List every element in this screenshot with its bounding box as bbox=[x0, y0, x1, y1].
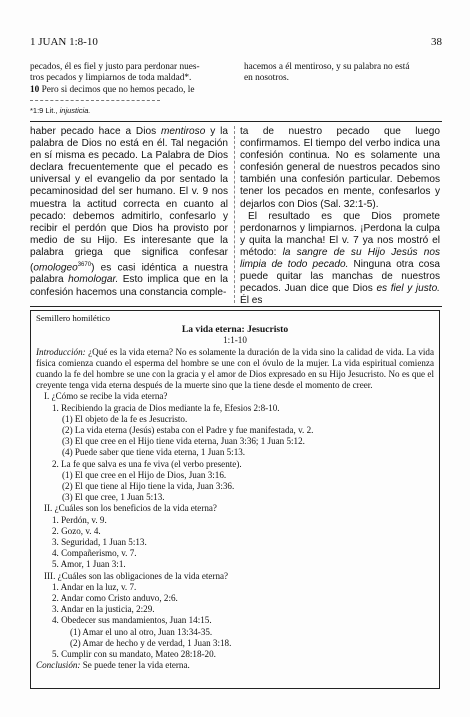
outline-item: 5. Cumplir con su mandato, Mateo 28:18-20. bbox=[52, 649, 216, 660]
strong-number: 3670 bbox=[77, 262, 92, 269]
scripture-right-column bbox=[244, 62, 440, 85]
running-header-reference: 1 JUAN 1:8-10 bbox=[30, 36, 98, 48]
page-number: 38 bbox=[431, 36, 442, 48]
commentary-paragraph bbox=[30, 126, 228, 299]
footnote bbox=[30, 106, 90, 115]
commentary-emphasis: es fiel y justo. bbox=[376, 283, 440, 295]
outline-item: 3. Seguridad, 1 Juan 5:13. bbox=[52, 537, 147, 548]
scripture-line: tros pecados y limpiarnos de toda maldad*. bbox=[30, 73, 192, 84]
outline-item: 1. Andar en la luz, v. 7. bbox=[52, 581, 137, 592]
outline-item: (1) El objeto de la fe es Jesucristo. bbox=[62, 413, 188, 424]
outline-item: 3. Andar en la justicia, 2:29. bbox=[52, 604, 155, 615]
scripture-line bbox=[30, 85, 230, 96]
outline-item: III. ¿Cuáles son las obligaciones de la vida eterna? bbox=[44, 570, 229, 581]
outline-item: 5. Amor, 1 Juan 3:1. bbox=[52, 559, 126, 570]
commentary-text: Esto implica que en la confesión hacemos una constancia comple- bbox=[30, 274, 228, 298]
intro-text: ¿Qué es la vida eterna? No es solamente la duración de la vida sino la calidad de vida. La vida física comienza cuando el esperma del hombre se une con el óvulo de la mujer. La vida espiritual comienza cuando la fe del hombre se une con la gracia y el amor de Dios expresado en su Hijo Jesucristo. No es que el creyente tenga vida eterna después de la muerte sino que la tiene desde el momento de creer. bbox=[36, 346, 434, 391]
commentary-paragraph bbox=[240, 211, 440, 308]
scripture-line: hacemos a él mentiroso, y su palabra no está bbox=[244, 62, 410, 72]
outline-item: (1) El que cree en el Hijo de Dios, Juan 3:16. bbox=[62, 469, 227, 480]
sermon-introduction bbox=[36, 347, 434, 392]
outline-item: (3) El que cree en el Hijo tiene vida eterna, Juan 3:36; 1 Juan 5:12. bbox=[62, 436, 305, 447]
section-rule bbox=[30, 306, 442, 307]
sermon-reference: 1:1-10 bbox=[223, 335, 247, 346]
scripture-line: en nosotros. bbox=[244, 73, 289, 84]
commentary-emphasis: la sangre de su Hijo Jesús nos limpia de todo pecado. bbox=[240, 246, 441, 271]
sermon-outline-box bbox=[30, 310, 440, 689]
commentary-text: y la palabra de Dios no está en él. Tal negación en sí misma es pecado. La Palabra de Dios declara frecuentemente que el pecado es universal y el evangelio da por sentado la pecaminosidad del ser humano. El v. 9 nos muestra la actitud correcta en cuanto al pecado: debemos admitirlo, confesarlo y recibir el perdón que Dios ha provisto por medio de su Hijo. Es interesante que la palabra griega que significa confesar ( bbox=[30, 126, 228, 274]
conclusion-text: Se puede tener la vida eterna. bbox=[80, 660, 190, 671]
footnote-divider bbox=[30, 100, 160, 101]
commentary-text: haber pecado hace a Dios bbox=[30, 126, 162, 137]
outline-item: 4. Compañerismo, v. 7. bbox=[52, 548, 137, 559]
commentary-emphasis: mentiroso bbox=[161, 126, 206, 137]
verse-text: Pero si decimos que no hemos pecado, le bbox=[39, 84, 195, 95]
outline-item: (4) Puede saber que tiene vida eterna, 1 Juan 5:13. bbox=[62, 447, 246, 458]
section-rule bbox=[30, 121, 442, 122]
intro-label: Introducción: bbox=[36, 346, 86, 357]
sermon-conclusion bbox=[36, 660, 434, 671]
outline-item: (2) La vida eterna (Jesús) estaba con el Padre y fue manifestada, v. 2. bbox=[62, 425, 314, 436]
outline-item: 2. Gozo, v. 4. bbox=[52, 525, 101, 536]
conclusion-label: Conclusión: bbox=[36, 660, 81, 671]
commentary-text: Él es bbox=[240, 295, 263, 307]
commentary-emphasis: homologar. bbox=[68, 274, 119, 286]
scripture-left-column bbox=[30, 62, 230, 96]
verse-number: 10 bbox=[30, 84, 40, 95]
outline-item: II. ¿Cuáles son los beneficios de la vida eterna? bbox=[44, 503, 217, 514]
box-label: Semillero homilético bbox=[36, 313, 111, 323]
commentary-text: ) es casi idéntica a nuestra palabra bbox=[30, 262, 228, 286]
sermon-title: La vida eterna: Jesucristo bbox=[181, 324, 289, 336]
outline-item: 2. Andar como Cristo anduvo, 2:6. bbox=[52, 593, 178, 604]
outline-item: I. ¿Cómo se recibe la vida eterna? bbox=[44, 391, 168, 402]
outline-item: 4. Obedecer sus mandamientos, Juan 14:15. bbox=[52, 615, 212, 626]
outline-item: 1. Perdón, v. 9. bbox=[52, 514, 107, 525]
commentary-left-column bbox=[30, 126, 228, 299]
scripture-line: pecados, él es fiel y justo para perdonar nues- bbox=[30, 62, 200, 72]
footnote-ref: *1:9 Lit., bbox=[30, 106, 60, 115]
commentary-text: El resultado es que Dios promete perdonarnos y limpiarnos. ¡Perdona la culpa y quita la mancha! El v. 7 ya nos mostró el método: bbox=[240, 210, 440, 258]
outline-item: (3) El que cree, 1 Juan 5:13. bbox=[62, 492, 165, 503]
outline-item: (2) Amar de hecho y de verdad, 1 Juan 3:18. bbox=[70, 637, 232, 648]
greek-word: omologeo bbox=[33, 262, 78, 274]
commentary-paragraph: ta de nuestro pecado que luego confirmamos. El tiempo del verbo indica una confesión continua. No es solamente una confesión general de nuestros pecados sino también una confesión particular. Debemos tener los pecados en mente, confesarlos y dejarlos con Dios (Sal. 32:1-5). bbox=[240, 126, 440, 210]
outline-item: 2. La fe que salva es una fe viva (el verbo presente). bbox=[52, 458, 242, 469]
commentary-text: Ninguna otra cosa puede quitar las manchas de nuestros pecados. Juan dice que Dios bbox=[240, 259, 440, 295]
outline-item: (1) Amar el uno al otro, Juan 13:34-35. bbox=[70, 626, 213, 637]
footnote-text: injusticia. bbox=[59, 106, 91, 115]
sermon-outline bbox=[36, 391, 434, 660]
outline-item: 1. Recibiendo la gracia de Dios mediante la fe, Efesios 2:8-10. bbox=[52, 402, 280, 413]
outline-item: (2) El que tiene al Hijo tiene la vida, Juan 3:36. bbox=[62, 481, 235, 492]
commentary-right-column bbox=[240, 126, 440, 307]
column-divider bbox=[234, 126, 235, 303]
